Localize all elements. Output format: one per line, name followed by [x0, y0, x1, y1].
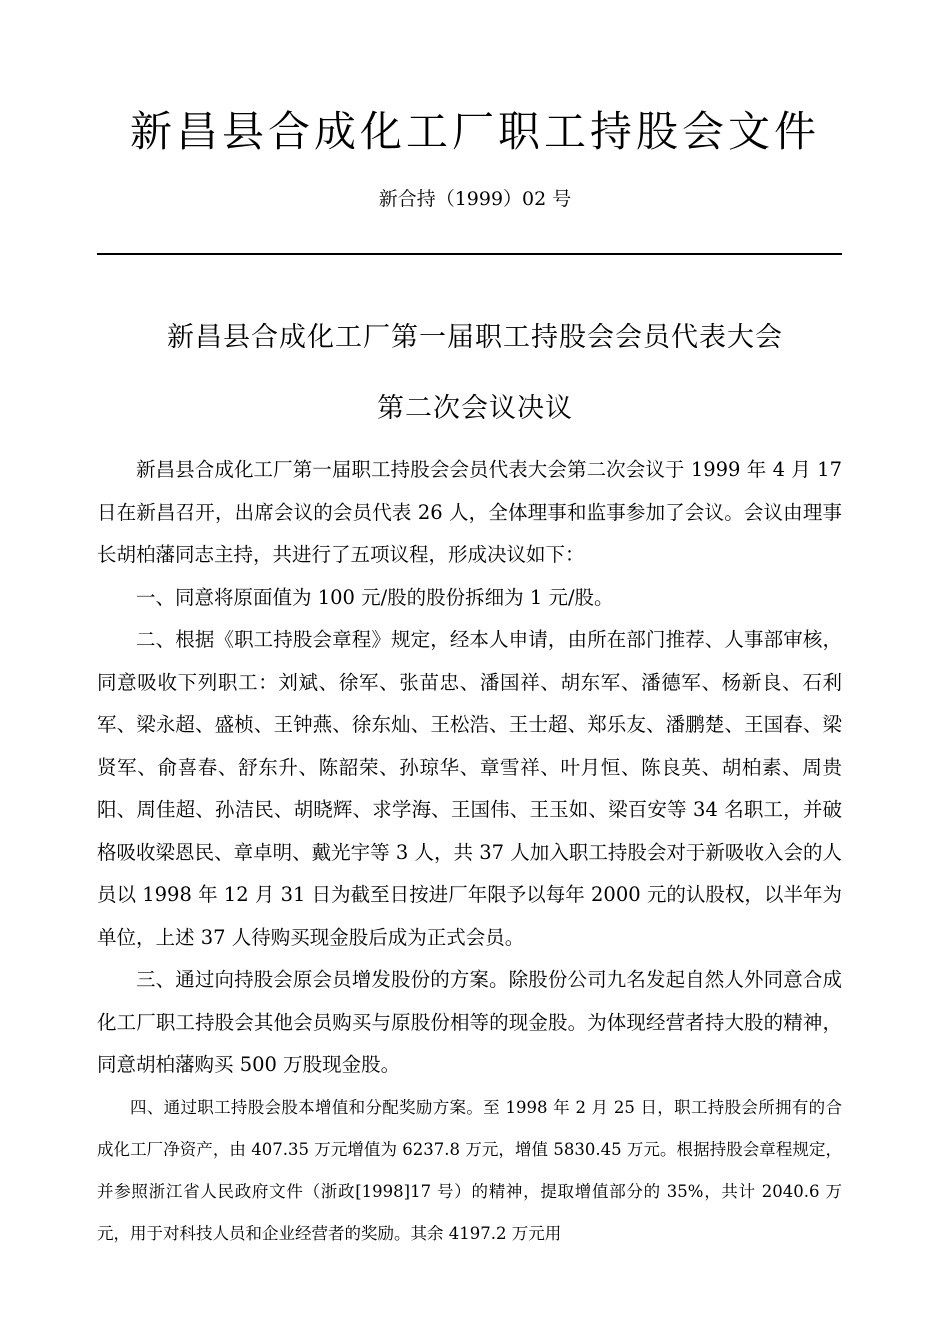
resolution-item-2: 二、根据《职工持股会章程》规定，经本人申请，由所在部门推荐、人事部审核，同意吸收下列职工：刘斌、徐军、张苗忠、潘国祥、胡东军、潘德军、杨新良、石利军、梁永超、盛桢、王钟燕、徐东灿、王松浩、王士超、郑乐友、潘鹏楚、王国春、梁贤军、俞喜春、舒东升、陈韶荣、孙琼华、章雪祥、叶月恒、陈良英、胡柏素、周贵阳、周佳超、孙洁民、胡晓辉、求学海、王国伟、王玉如、梁百安等 34 名职工，并破格吸收梁恩民、章卓明、戴光宇等 3 人，共 37 人加入职工持股会对于新吸收入会的人员以 1998 年 12 月 31 日为截至日按进厂年限予以每年 2000 元的认股权，以半年为单位，上述 37 人待购买现金股后成为正式会员。	[97, 628, 842, 949]
resolution-item-4: 四、通过职工持股会股本增值和分配奖励方案。至 1998 年 2 月 25 日，职工持股会所拥有的合成化工厂净资产，由 407.35 万元增值为 6237.8 万元，增值 5830.45 万元。根据持股会章程规定，并参照浙江省人民政府文件（浙政[1998]17 号）的精神，提取增值部分的 35%，共计 2040.6 万元，用于对科技人员和企业经营者的奖励。其余 4197.2 万元用	[97, 1097, 842, 1243]
header-divider	[97, 253, 842, 255]
subject-line-2: 第二次会议决议	[377, 393, 573, 424]
subject-line-1: 新昌县合成化工厂第一届职工持股会会员代表大会	[167, 322, 783, 353]
resolution-item-3: 三、通过向持股会原会员增发股份的方案。除股份公司九名发起自然人外同意合成化工厂职工持股会其他会员购买与原股份相等的现金股。为体现经营者持大股的精神，同意胡柏藩购买 500 万股现金股。	[97, 968, 842, 1076]
intro-paragraph: 新昌县合成化工厂第一届职工持股会会员代表大会第二次会议于 1999 年 4 月 17 日在新昌召开，出席会议的会员代表 26 人，全体理事和监事参加了会议。会议由理事长胡柏藩同志主持，共进行了五项议程，形成决议如下：	[97, 458, 842, 566]
document-title: 新昌县合成化工厂职工持股会文件	[129, 107, 820, 156]
resolution-item-1: 一、同意将原面值为 100 元/股的股份拆细为 1 元/股。	[136, 585, 614, 609]
document-number: 新合持（1999）02 号	[378, 188, 572, 210]
document-body	[97, 449, 842, 1255]
